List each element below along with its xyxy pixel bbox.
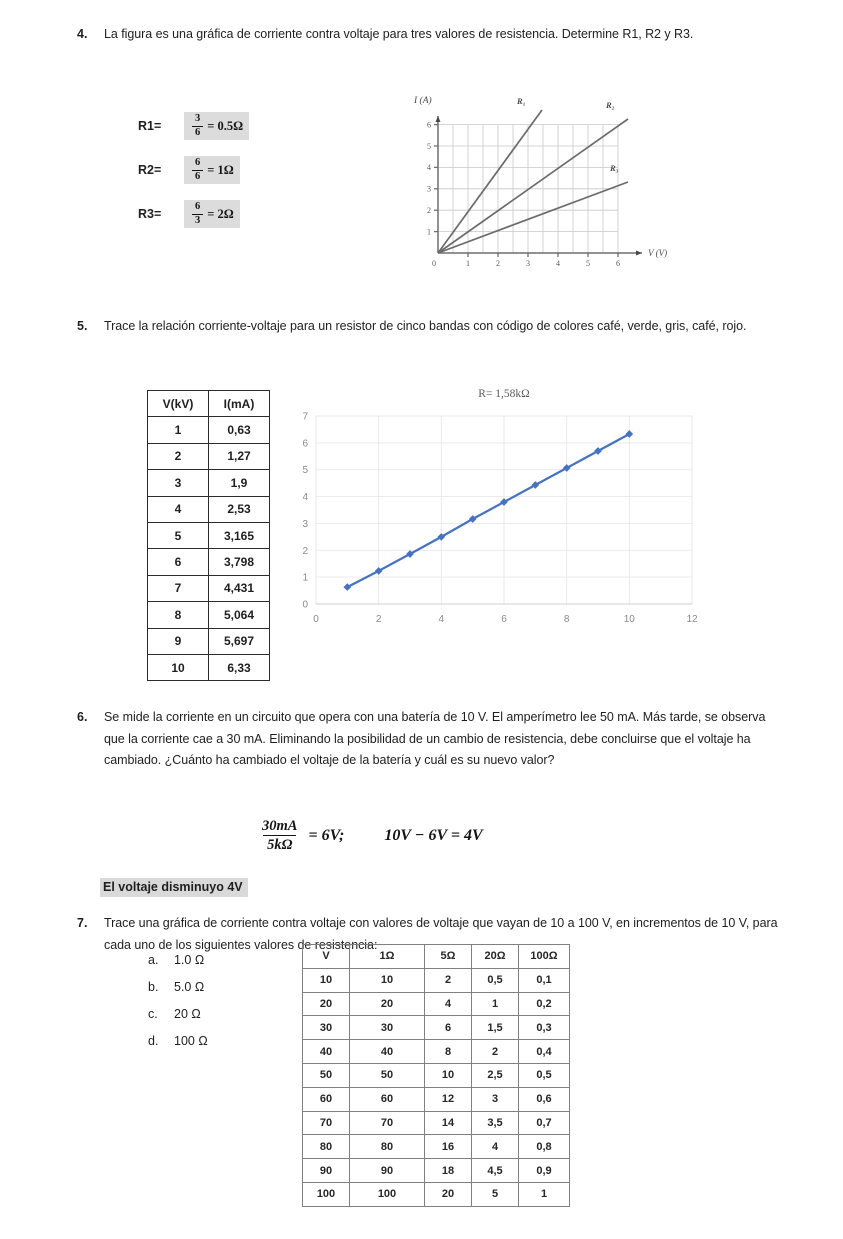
table-row [148,628,270,654]
cell-20ohm: 2 [472,1040,519,1064]
cell-5ohm: 4 [425,992,472,1016]
svg-text:3: 3 [427,184,431,194]
cell-100ohm: 0,4 [519,1040,570,1064]
list-item [148,980,208,1007]
cell-1ohm: 30 [350,1016,425,1040]
svg-text:2: 2 [427,206,431,215]
svg-text:2: 2 [496,259,500,268]
x-axis-label: V (V) [648,248,668,258]
table-row [303,992,570,1016]
list-item [148,1007,208,1034]
svg-text:12: 12 [686,614,698,625]
answer-r1-result: = 0.5Ω [207,118,244,133]
problem-7-text: Trace una gráfica de corriente contra voltaje con valores de voltaje que vayan de 10 a 100 V, en incrementos de 10 V, para cada uno de los siguientes valores de resistencia: [104,916,778,952]
list-item-label: a. [148,953,159,967]
svg-text:5: 5 [586,259,590,268]
table-row [148,575,270,601]
list-item-value: 20 Ω [174,1007,201,1021]
cell-voltage: 100 [303,1182,350,1206]
cell-5ohm: 20 [425,1182,472,1206]
column-header-5ohm: 5Ω [425,945,472,969]
svg-text:2: 2 [375,614,382,625]
cell-5ohm: 18 [425,1159,472,1183]
cell-voltage: 60 [303,1087,350,1111]
cell-5ohm: 16 [425,1135,472,1159]
fraction-denominator: 5kΩ [263,835,296,853]
cell-current: 5,064 [209,602,270,628]
fraction-denominator: 6 [192,170,203,183]
cell-5ohm: 10 [425,1063,472,1087]
table-row [148,602,270,628]
list-item-value: 1.0 Ω [174,953,205,967]
chart-y-tick-labels [302,412,308,611]
cell-1ohm: 40 [350,1040,425,1064]
svg-text:0: 0 [313,614,319,625]
cell-voltage: 70 [303,1111,350,1135]
cell-voltage: 10 [148,654,209,680]
cell-voltage: 2 [148,443,209,469]
table-row [148,496,270,522]
voltage-current-table [147,390,270,681]
cell-100ohm: 0,3 [519,1016,570,1040]
cell-20ohm: 1,5 [472,1016,519,1040]
cell-100ohm: 0,2 [519,992,570,1016]
data-series-line [347,434,629,587]
cell-1ohm: 70 [350,1111,425,1135]
cell-100ohm: 0,1 [519,968,570,992]
list-item-value: 5.0 Ω [174,980,205,994]
svg-text:0: 0 [432,259,436,268]
cell-current: 2,53 [209,496,270,522]
cell-5ohm: 8 [425,1040,472,1064]
svg-text:5: 5 [302,465,308,477]
x-tick-labels [432,259,620,268]
table-body [148,417,270,681]
cell-voltage: 20 [303,992,350,1016]
chart-gridlines [316,416,692,604]
cell-voltage: 6 [148,549,209,575]
line-r2 [438,119,628,253]
fraction-numerator: 6 [195,201,201,212]
column-header-voltage: V(kV) [148,391,209,417]
fraction [258,818,301,853]
answer-r1-label: R1= [138,119,162,133]
cell-5ohm: 14 [425,1111,472,1135]
table-row [148,522,270,548]
cell-voltage: 90 [303,1159,350,1183]
svg-text:6: 6 [427,120,431,130]
problem-6 [68,707,788,772]
fraction-numerator: 6 [195,157,201,168]
problem-6-text: Se mide la corriente en un circuito que opera con una batería de 10 V. El amperímetro lee 50 mA. Más tarde, se observa que la corriente cae a 30 mA. Eliminando la posibilidad de un cambio de resistencia, debe concluirse que el voltaje ha cambiado. ¿Cuánto ha cambiado el voltaje de la batería y cuál es su nuevo valor? [104,710,766,767]
problem-6-answer-highlight: El voltaje disminuyo 4V [100,878,248,897]
cell-20ohm: 4,5 [472,1159,519,1183]
answer-r3-expression [184,200,240,228]
svg-text:5: 5 [427,141,431,151]
equation-second-part: 10V − 6V = 4V [384,826,483,844]
cell-5ohm: 2 [425,968,472,992]
y-axis-arrow [436,116,441,122]
y-tick-labels [427,120,431,236]
line-label-r2: R₂ [606,100,615,110]
svg-text:4: 4 [438,614,445,625]
table-row [148,443,270,469]
problem-4-number: 4. [77,27,88,41]
table-row [303,1111,570,1135]
cell-voltage: 8 [148,602,209,628]
fraction [192,202,203,226]
fraction-denominator: 3 [192,214,203,227]
list-item-label: b. [148,980,159,994]
resistance-line-chart [288,388,720,638]
cell-20ohm: 1 [472,992,519,1016]
problem-4-text: La figura es una gráfica de corriente contra voltaje para tres valores de resistencia. Determine R1, R2 y R3. [104,27,694,41]
svg-text:4: 4 [427,163,431,173]
svg-text:1: 1 [466,259,470,268]
table-row [303,1159,570,1183]
answer-r3 [138,192,249,236]
problem-5-text: Trace la relación corriente-voltaje para un resistor de cinco bandas con código de colores café, verde, gris, café, rojo. [104,319,747,333]
list-item-label: d. [148,1034,159,1048]
resistance-values-table [302,944,570,1207]
cell-1ohm: 80 [350,1135,425,1159]
cell-5ohm: 12 [425,1087,472,1111]
cell-1ohm: 100 [350,1182,425,1206]
table-row [148,470,270,496]
x-axis-arrow [636,251,642,256]
answer-r2-result: = 1Ω [207,162,234,177]
cell-voltage: 1 [148,417,209,443]
column-header-100ohm: 100Ω [519,945,570,969]
column-header-1ohm: 1Ω [350,945,425,969]
table-header-row [303,945,570,969]
answer-r1 [138,104,249,148]
table-row [148,417,270,443]
cell-current: 0,63 [209,417,270,443]
cell-1ohm: 10 [350,968,425,992]
cell-100ohm: 0,8 [519,1135,570,1159]
fraction [192,158,203,182]
answer-r2-label: R2= [138,163,162,177]
column-header-voltage: V [303,945,350,969]
svg-text:3: 3 [302,518,308,530]
svg-text:6: 6 [302,438,308,450]
list-item-value: 100 Ω [174,1034,208,1048]
chart-x-tick-labels [313,614,698,625]
equation-result: = 6V; [308,826,345,844]
svg-text:3: 3 [526,259,530,268]
problem-5-number: 5. [77,319,88,333]
iv-graph-svg [400,86,685,278]
list-item [148,1034,208,1061]
cell-100ohm: 1 [519,1182,570,1206]
line-r3 [438,182,628,253]
svg-text:1: 1 [427,227,431,237]
cell-current: 4,431 [209,575,270,601]
cell-20ohm: 5 [472,1182,519,1206]
column-header-current: I(mA) [209,391,270,417]
table-row [303,1182,570,1206]
cell-current: 3,165 [209,522,270,548]
cell-current: 3,798 [209,549,270,575]
problem-4-answers [138,104,249,236]
fraction-denominator: 6 [192,126,203,139]
svg-text:4: 4 [302,492,308,504]
table-row [303,1016,570,1040]
cell-voltage: 5 [148,522,209,548]
cell-voltage: 4 [148,496,209,522]
table-row [148,654,270,680]
cell-100ohm: 0,6 [519,1087,570,1111]
cell-100ohm: 0,7 [519,1111,570,1135]
table-body [303,968,570,1206]
cell-20ohm: 0,5 [472,968,519,992]
problem-6-number: 6. [77,710,88,724]
cell-100ohm: 0,9 [519,1159,570,1183]
answer-r2-expression [184,156,240,184]
svg-text:10: 10 [623,614,635,625]
answer-r2 [138,148,249,192]
answer-r3-label: R3= [138,207,162,221]
cell-current: 1,27 [209,443,270,469]
cell-voltage: 3 [148,470,209,496]
table-row [303,1087,570,1111]
fraction-numerator: 30mA [262,818,298,834]
cell-voltage: 30 [303,1016,350,1040]
iv-graph-figure [400,86,685,278]
svg-text:7: 7 [302,411,308,423]
list-item [148,953,208,980]
cell-voltage: 40 [303,1040,350,1064]
answer-r1-expression [184,112,249,140]
fraction-numerator: 3 [195,113,201,124]
table-header-row [148,391,270,417]
chart-title: R= 1,58kΩ [478,388,530,400]
problem-7-options [148,953,208,1061]
cell-voltage: 10 [303,968,350,992]
fraction [192,114,203,138]
cell-current: 6,33 [209,654,270,680]
cell-1ohm: 90 [350,1159,425,1183]
cell-1ohm: 60 [350,1087,425,1111]
svg-text:6: 6 [501,614,507,625]
svg-text:1: 1 [302,572,308,584]
table-row [303,1135,570,1159]
cell-20ohm: 3 [472,1087,519,1111]
problem-7-number: 7. [77,916,88,930]
problem-6-equation [258,818,483,853]
cell-voltage: 50 [303,1063,350,1087]
chart-svg [288,388,720,638]
cell-voltage: 80 [303,1135,350,1159]
svg-text:2: 2 [302,545,308,557]
cell-current: 5,697 [209,628,270,654]
cell-voltage: 7 [148,575,209,601]
table-row [303,968,570,992]
cell-voltage: 9 [148,628,209,654]
line-label-r3: R₃ [610,163,619,173]
cell-current: 1,9 [209,470,270,496]
column-header-20ohm: 20Ω [472,945,519,969]
svg-text:8: 8 [563,614,570,625]
cell-1ohm: 50 [350,1063,425,1087]
answer-r3-result: = 2Ω [207,206,234,221]
svg-text:4: 4 [556,259,560,268]
problem-4 [68,24,758,46]
table-row [303,1040,570,1064]
y-axis-label: I (A) [414,96,432,106]
problem-5 [68,316,758,338]
svg-text:6: 6 [616,259,620,268]
svg-text:0: 0 [302,599,308,611]
cell-20ohm: 4 [472,1135,519,1159]
cell-100ohm: 0,5 [519,1063,570,1087]
table-row [148,549,270,575]
line-label-r1: R₁ [517,96,526,106]
list-item-label: c. [148,1007,158,1021]
cell-20ohm: 2,5 [472,1063,519,1087]
cell-5ohm: 6 [425,1016,472,1040]
cell-1ohm: 20 [350,992,425,1016]
cell-20ohm: 3,5 [472,1111,519,1135]
table-row [303,1063,570,1087]
